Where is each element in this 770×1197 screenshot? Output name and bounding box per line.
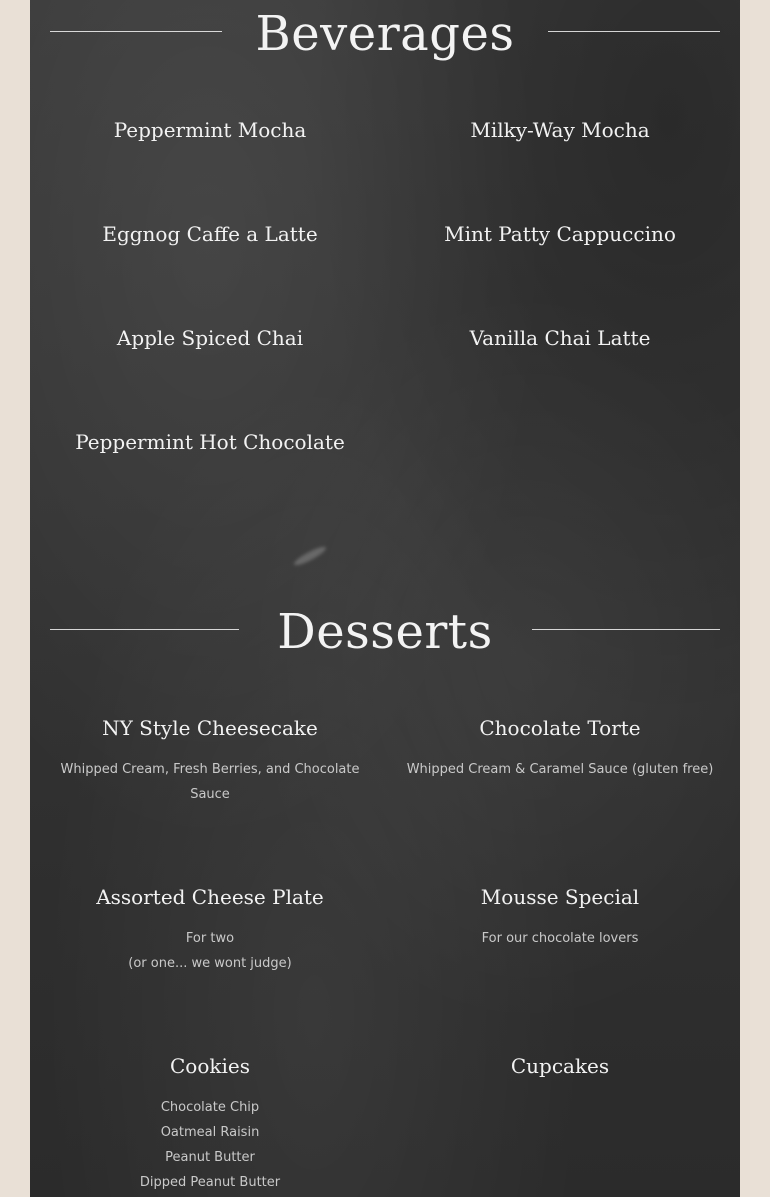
description-line: Oatmeal Raisin: [160, 1125, 260, 1140]
description-line: Whipped Cream, Fresh Berries, and Chocolate: [60, 762, 360, 777]
dessert-item-name: Cookies: [170, 1054, 250, 1078]
beverage-item: Apple Spiced Chai: [116, 326, 304, 350]
dessert-item-name: NY Style Cheesecake: [102, 716, 318, 740]
beverages-rule-right: [548, 31, 720, 32]
dessert-item-name: Assorted Cheese Plate: [96, 885, 324, 909]
dessert-item-name: Cupcakes: [510, 1054, 610, 1078]
dessert-item-description: [390, 926, 730, 951]
dessert-item-description: [45, 926, 375, 976]
dessert-item-name: Chocolate Torte: [479, 716, 641, 740]
dessert-item-description: [45, 1095, 375, 1195]
beverage-item: Peppermint Hot Chocolate: [75, 430, 345, 454]
description-line: (or one... we wont judge): [128, 956, 292, 971]
desserts-heading: Desserts: [277, 604, 493, 660]
beverage-item: Mint Patty Cappuccino: [444, 222, 676, 246]
dessert-item-description: [390, 757, 730, 782]
beverage-item: Vanilla Chai Latte: [469, 326, 651, 350]
beverage-item: Eggnog Caffe a Latte: [102, 222, 318, 246]
dessert-item-name: Mousse Special: [480, 885, 640, 909]
description-line: Peanut Butter: [165, 1150, 255, 1165]
beverage-item: Peppermint Mocha: [113, 118, 307, 142]
chalkboard-menu: [30, 0, 740, 1197]
description-line: Whipped Cream & Caramel Sauce (gluten free): [406, 762, 714, 777]
description-line: Chocolate Chip: [160, 1100, 260, 1115]
chalk-smudge: [292, 544, 328, 568]
beverages-heading: Beverages: [255, 6, 515, 62]
dessert-item-description: [45, 757, 375, 807]
beverage-item: Milky-Way Mocha: [470, 118, 650, 142]
description-line: Sauce: [190, 787, 230, 802]
description-line: For two: [185, 931, 235, 946]
description-line: For our chocolate lovers: [481, 931, 639, 946]
description-line: Dipped Peanut Butter: [139, 1175, 281, 1190]
desserts-rule-right: [532, 629, 720, 630]
